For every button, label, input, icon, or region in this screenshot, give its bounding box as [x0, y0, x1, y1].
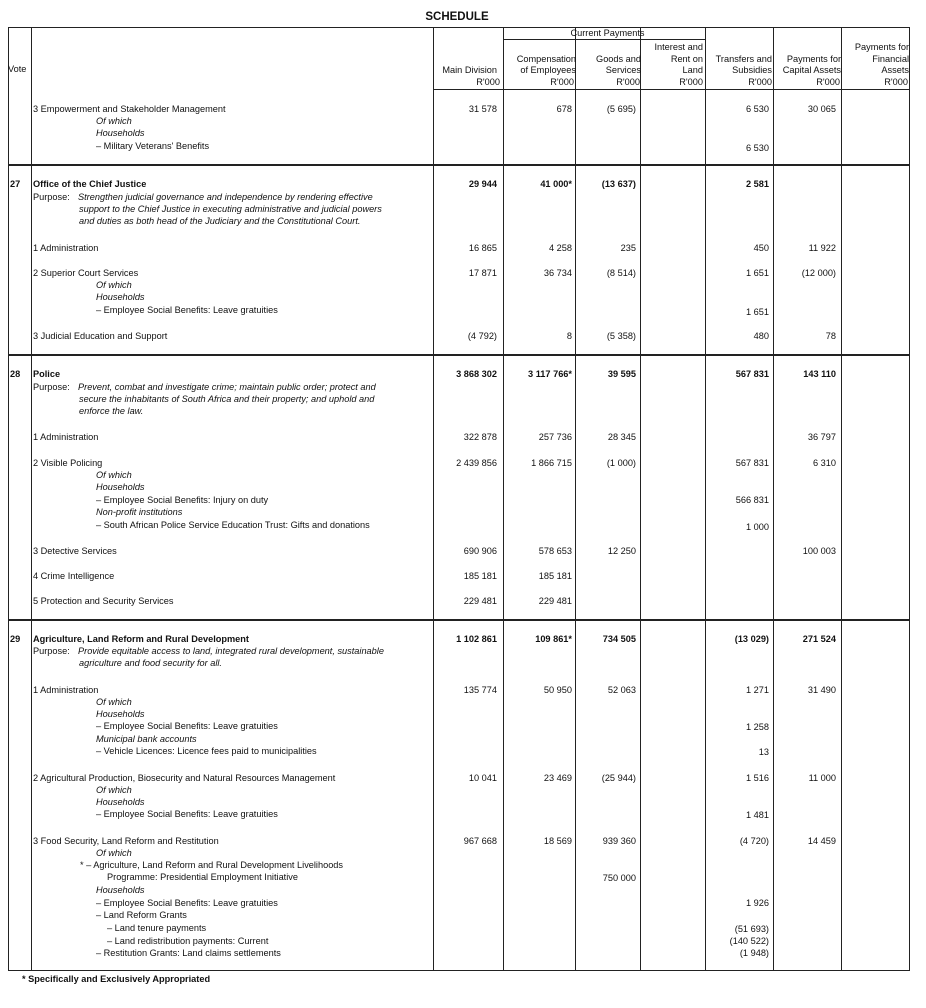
cell-transfers: 6 530: [746, 104, 769, 114]
column-rule: [640, 27, 641, 970]
cell-transfers: (1 948): [739, 948, 769, 958]
cell-comp: 229 481: [538, 596, 572, 606]
table-top-rule: [8, 27, 910, 28]
header-bottom-rule: [433, 89, 909, 90]
cell-main: 10 041: [468, 773, 497, 783]
schedule-title: SCHEDULE: [425, 11, 489, 23]
row-description: 4 Crime Intelligence: [33, 571, 115, 581]
row-description: Of which: [96, 470, 132, 480]
row-description: – Employee Social Benefits: Leave gratuities: [96, 898, 278, 908]
cell-transfers: 1 926: [746, 898, 769, 908]
cell-main: 3 868 302: [456, 369, 497, 379]
row-description: – Military Veterans' Benefits: [96, 141, 210, 151]
row-description: Households: [96, 128, 145, 138]
cell-capital: 143 110: [803, 369, 836, 379]
row-description: – Land tenure payments: [107, 923, 207, 933]
row-description: 1 Administration: [33, 243, 99, 253]
unit-label: R'000: [550, 77, 574, 87]
cell-main: 185 181: [463, 571, 497, 581]
unit-label: R'000: [884, 77, 908, 87]
column-rule: [433, 27, 434, 970]
transfers-header-2: Subsidies: [732, 65, 772, 75]
row-description: Households: [96, 482, 145, 492]
row-description: Programme: Presidential Employment Initiative: [107, 872, 298, 882]
cell-comp: 1 866 715: [531, 458, 572, 468]
cell-comp: 3 117 766*: [528, 369, 572, 379]
cell-main: 690 906: [463, 546, 497, 556]
capital-header-2: Capital Assets: [782, 65, 841, 75]
cell-goods: (5 358): [606, 331, 636, 341]
column-rule: [773, 27, 774, 970]
cell-main: 1 102 861: [456, 634, 497, 644]
unit-label: R'000: [679, 77, 703, 87]
cell-goods: (25 944): [601, 773, 636, 783]
cell-main: 17 871: [468, 268, 497, 278]
row-description: 3 Judicial Education and Support: [33, 331, 168, 341]
column-rule: [31, 27, 32, 970]
cell-transfers: 1 258: [746, 722, 769, 732]
cell-comp: 18 569: [543, 836, 572, 846]
row-description: 2 Agricultural Production, Biosecurity and Natural Resources Management: [33, 773, 336, 783]
main-division-header: Main Division: [442, 65, 497, 75]
interest-header-3: Land: [682, 65, 703, 75]
footnote: * Specifically and Exclusively Appropriated: [22, 974, 211, 984]
cell-main: 322 878: [463, 432, 497, 442]
vote-number: 28: [10, 369, 21, 379]
cell-transfers: 1 516: [746, 773, 769, 783]
cell-comp: 36 734: [543, 268, 572, 278]
cell-goods: (8 514): [606, 268, 636, 278]
row-description: 3 Empowerment and Stakeholder Management: [33, 104, 226, 114]
cell-comp: 41 000*: [540, 179, 572, 189]
purpose-label: Purpose:: [33, 382, 70, 392]
cell-transfers: 1 481: [746, 810, 769, 820]
cell-comp: 578 653: [538, 546, 572, 556]
purpose-text: Provide equitable access to land, integrated rural development, sustainable: [78, 646, 384, 656]
cell-transfers: 1 000: [746, 522, 769, 532]
cell-transfers: (140 522): [729, 936, 769, 946]
row-description: Of which: [96, 280, 132, 290]
unit-label: R'000: [476, 77, 500, 87]
table-bottom-rule: [8, 970, 910, 971]
cell-transfers: 567 831: [735, 458, 769, 468]
cell-transfers: 6 530: [746, 143, 769, 153]
row-description: 3 Food Security, Land Reform and Restitution: [33, 836, 219, 846]
unit-label: R'000: [816, 77, 840, 87]
purpose-text: agriculture and food security for all.: [79, 658, 222, 669]
purpose-text: support to the Chief Justice in executing administrative and judicial powers: [79, 204, 382, 215]
vote-separator: [8, 164, 910, 166]
row-description: – South African Police Service Education Trust: Gifts and donations: [96, 520, 370, 530]
row-description: – Employee Social Benefits: Leave gratuities: [96, 305, 278, 315]
row-description: Households: [96, 709, 145, 719]
cell-transfers: 566 831: [735, 495, 769, 505]
row-description: 1 Administration: [33, 432, 99, 442]
vote-title: Police: [33, 369, 61, 379]
row-description: 2 Superior Court Services: [33, 268, 139, 278]
cell-comp: 4 258: [549, 243, 572, 253]
cell-main: (4 792): [467, 331, 497, 341]
row-description: Of which: [96, 848, 132, 858]
cell-capital: 14 459: [807, 836, 836, 846]
cell-transfers: 2 581: [746, 179, 769, 189]
cell-transfers: (51 693): [734, 924, 769, 934]
cell-capital: 11 000: [808, 773, 836, 783]
row-description: Households: [96, 797, 145, 807]
cell-capital: 271 524: [802, 634, 836, 644]
interest-header-1: Interest and: [654, 42, 703, 52]
purpose-text: secure the inhabitants of South Africa and their property; and uphold and: [79, 394, 375, 405]
row-description: – Land redistribution payments: Current: [107, 936, 269, 946]
financial-header-1: Payments for: [854, 42, 909, 52]
vote-number: 29: [10, 634, 21, 644]
row-description: – Employee Social Benefits: Injury on duty: [96, 495, 269, 505]
column-rule: [909, 27, 910, 970]
cell-goods: 12 250: [607, 546, 636, 556]
cell-main: 31 578: [468, 104, 497, 114]
cell-main: 967 668: [463, 836, 497, 846]
cell-comp: 185 181: [538, 571, 572, 581]
cell-goods: (5 695): [606, 104, 636, 114]
row-description: * – Agriculture, Land Reform and Rural Development Livelihoods: [80, 860, 344, 870]
cell-comp: 8: [566, 331, 572, 341]
cell-transfers: 480: [753, 331, 769, 341]
cell-transfers: 1 271: [746, 685, 769, 695]
row-description: Of which: [96, 785, 132, 795]
capital-header-1: Payments for: [786, 54, 841, 64]
vote-title: Agriculture, Land Reform and Rural Development: [33, 634, 249, 644]
goods-header-2: Services: [605, 65, 641, 75]
purpose-text: and duties as both head of the Judiciary and the Constitutional Court.: [79, 216, 361, 227]
cell-main: 16 865: [468, 243, 497, 253]
cell-transfers: 567 831: [735, 369, 769, 379]
cell-transfers: (13 029): [734, 634, 769, 644]
column-rule: [8, 27, 9, 970]
cell-goods: 939 360: [602, 836, 636, 846]
cell-capital: 6 310: [813, 458, 836, 468]
cell-goods: (13 637): [601, 179, 636, 189]
cell-comp: 50 950: [543, 685, 572, 695]
row-description: – Restitution Grants: Land claims settlements: [96, 948, 281, 958]
cell-comp: 257 736: [538, 432, 572, 442]
column-rule: [841, 27, 842, 970]
financial-header-2: Financial: [872, 54, 909, 64]
row-description: 5 Protection and Security Services: [33, 596, 174, 606]
vote-header: Vote: [8, 64, 27, 74]
purpose-text: enforce the law.: [79, 406, 144, 417]
cell-transfers: 1 651: [746, 268, 769, 278]
cell-goods: 52 063: [607, 685, 636, 695]
cell-capital: 78: [825, 331, 836, 341]
cell-transfers: 450: [753, 243, 769, 253]
goods-header-1: Goods and: [596, 54, 641, 64]
cell-capital: 36 797: [807, 432, 836, 442]
cell-goods: 734 505: [602, 634, 636, 644]
cell-goods: 28 345: [607, 432, 636, 442]
current-payments-header: Current Payments: [570, 28, 645, 38]
row-description: Municipal bank accounts: [96, 734, 197, 744]
cell-comp: 109 861*: [535, 634, 572, 644]
row-description: Households: [96, 885, 145, 895]
row-description: 2 Visible Policing: [33, 458, 103, 468]
cell-comp: 678: [556, 104, 572, 114]
vote-separator: [8, 354, 910, 356]
row-description: – Employee Social Benefits: Leave gratuities: [96, 721, 278, 731]
purpose-text: Prevent, combat and investigate crime; maintain public order; protect and: [78, 382, 376, 392]
row-description: Of which: [96, 116, 132, 126]
column-rule: [503, 27, 504, 970]
purpose-text: Strengthen judicial governance and independence by rendering effective: [78, 192, 373, 202]
row-description: Of which: [96, 697, 132, 707]
purpose-label: Purpose:: [33, 646, 70, 656]
unit-label: R'000: [616, 77, 640, 87]
financial-header-3: Assets: [881, 65, 909, 75]
cell-capital: 100 003: [802, 546, 836, 556]
compensation-header-1: Compensation: [516, 54, 576, 64]
interest-header-2: Rent on: [670, 54, 703, 64]
cell-main: 2 439 856: [456, 458, 497, 468]
cell-main: 29 944: [468, 179, 497, 189]
cell-main: 135 774: [463, 685, 497, 695]
cell-goods: 39 595: [607, 369, 636, 379]
row-description: Non-profit institutions: [96, 507, 183, 517]
cell-goods: 750 000: [602, 873, 636, 883]
vote-separator: [8, 619, 910, 621]
cell-transfers: 13: [758, 747, 769, 757]
row-description: – Land Reform Grants: [96, 910, 187, 920]
vote-number: 27: [10, 179, 21, 189]
cell-goods: (1 000): [606, 458, 636, 468]
row-description: 3 Detective Services: [33, 546, 117, 556]
compensation-header-2: of Employees: [520, 65, 576, 75]
row-description: Households: [96, 292, 145, 302]
cell-capital: (12 000): [801, 268, 836, 278]
transfers-header-1: Transfers and: [715, 54, 772, 64]
cell-capital: 30 065: [807, 104, 836, 114]
column-rule: [575, 27, 576, 970]
row-description: 1 Administration: [33, 685, 99, 695]
cell-capital: 11 922: [808, 243, 836, 253]
row-description: – Vehicle Licences: Licence fees paid to municipalities: [96, 746, 317, 756]
cell-comp: 23 469: [543, 773, 572, 783]
cell-main: 229 481: [463, 596, 497, 606]
cell-capital: 31 490: [807, 685, 836, 695]
vote-title: Office of the Chief Justice: [33, 179, 147, 189]
cell-transfers: (4 720): [739, 836, 769, 846]
cell-goods: 235: [620, 243, 636, 253]
cell-transfers: 1 651: [746, 307, 769, 317]
unit-label: R'000: [748, 77, 772, 87]
row-description: – Employee Social Benefits: Leave gratuities: [96, 809, 278, 819]
purpose-label: Purpose:: [33, 192, 70, 202]
